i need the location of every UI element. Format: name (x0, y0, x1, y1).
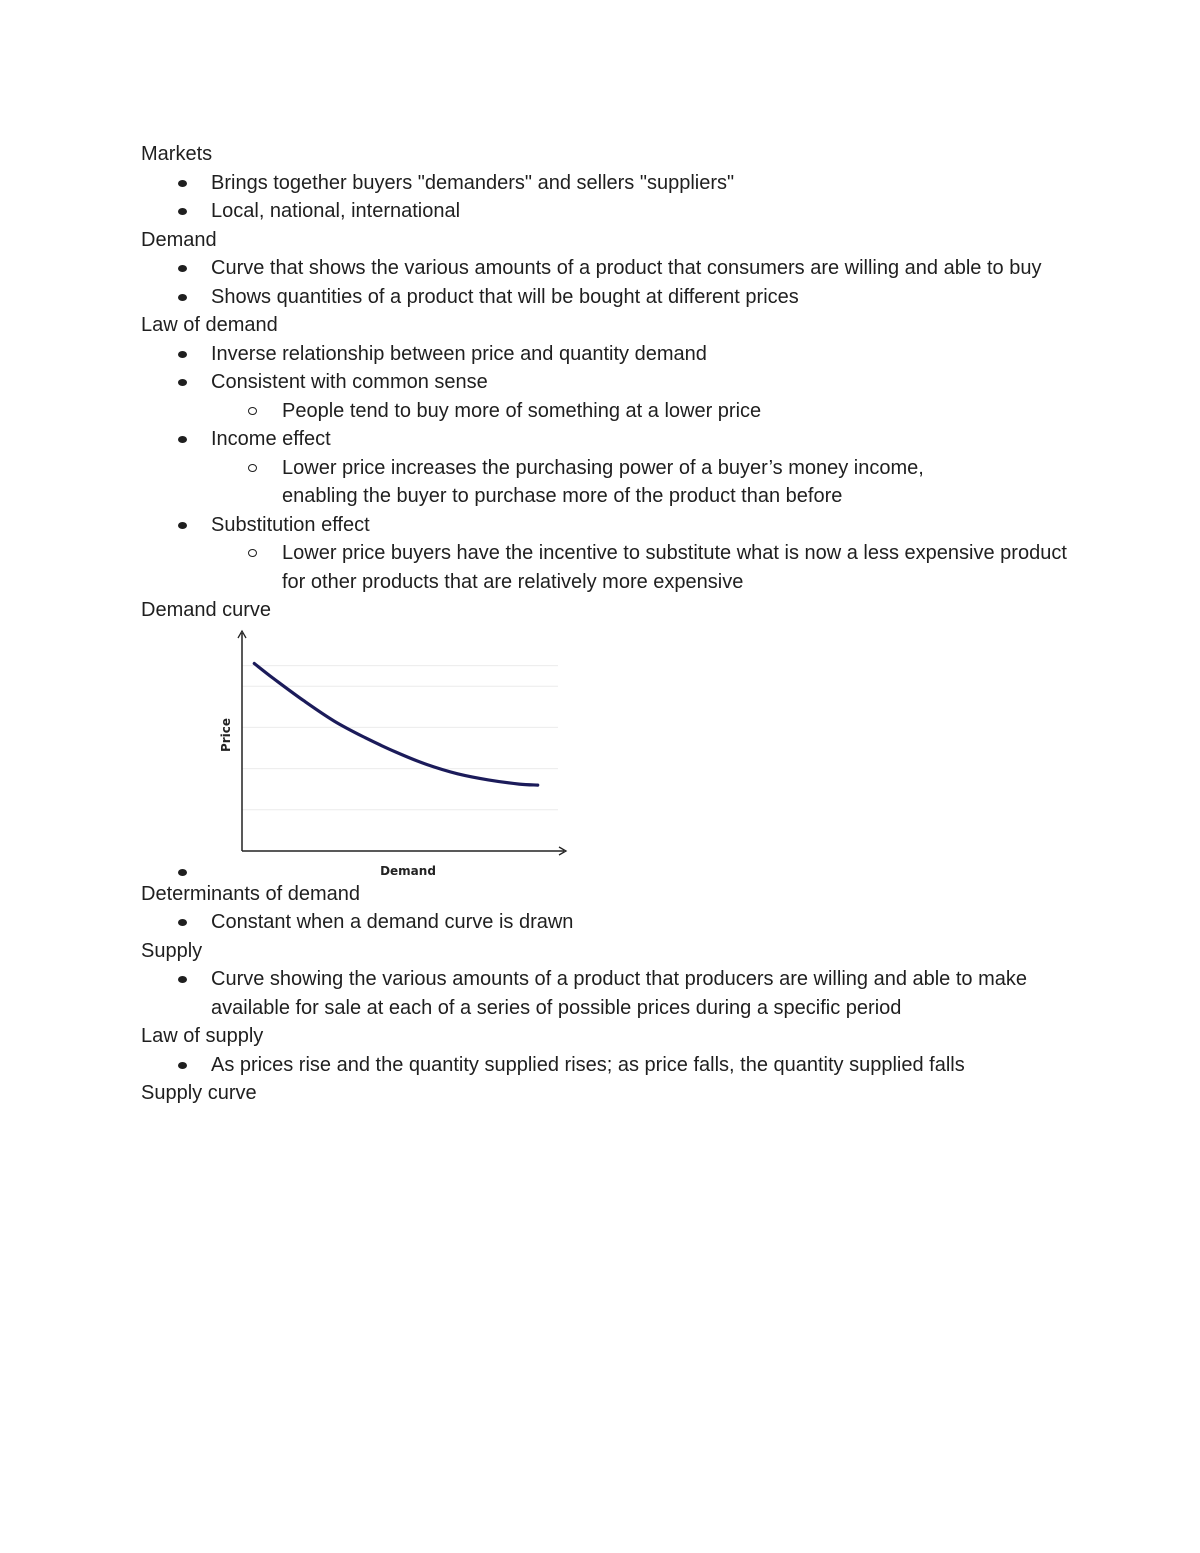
bullet-icon (178, 436, 187, 443)
list-item: Constant when a demand curve is drawn (141, 908, 1081, 937)
document-page (141, 140, 1081, 1108)
list-item: Curve showing the various amounts of a product that producers are willing and able to make available for sale at each of a series of possible prices during a specific period (141, 965, 1081, 1022)
list-item: Consistent with common sense (141, 368, 1081, 397)
heading-demand-curve: Demand curve (141, 599, 272, 621)
list-item: Income effect (141, 425, 1081, 454)
chart-list-item (141, 625, 1081, 880)
hollow-bullet-icon (248, 464, 257, 472)
bullet-icon (178, 869, 187, 876)
heading-supply: Supply (141, 939, 203, 962)
bullet-icon (178, 351, 187, 358)
sub-list-item: Lower price increases the purchasing power of a buyer’s money income, enabling the buyer to purchase more of the product than before (141, 454, 1081, 511)
hollow-bullet-icon (248, 549, 257, 557)
bullet-icon (178, 294, 187, 301)
sub-list-item: Lower price buyers have the incentive to substitute what is now a less expensive product for other products that are relatively more expensive (141, 539, 1081, 596)
sub-list-item: People tend to buy more of something at a lower price (141, 397, 1081, 426)
demand-series-line (254, 663, 537, 785)
y-axis-label: Price (219, 717, 233, 752)
hollow-bullet-icon (248, 407, 257, 415)
bullet-icon (178, 208, 187, 215)
bullet-icon (178, 976, 187, 983)
heading-determinants-of-demand: Determinants of demand (141, 882, 361, 905)
bullet-icon (178, 1062, 187, 1069)
bullet-icon (178, 180, 187, 187)
list-item: As prices rise and the quantity supplied rises; as price falls, the quantity supplied falls (141, 1051, 1081, 1080)
heading-supply-curve: Supply curve (141, 1082, 257, 1104)
bullet-icon (178, 522, 187, 529)
list-item: Inverse relationship between price and quantity demand (141, 340, 1081, 369)
list-item: Brings together buyers "demanders" and sellers "suppliers" (141, 169, 1081, 198)
bullet-icon (178, 919, 187, 926)
chart-grid (242, 665, 558, 809)
x-axis-label: Demand (380, 863, 436, 878)
heading-demand: Demand (141, 228, 217, 251)
demand-curve-chart (215, 625, 575, 880)
list-item: Curve that shows the various amounts of a product that consumers are willing and able to buy (141, 254, 1081, 283)
list-item: Shows quantities of a product that will be bought at different prices (141, 283, 1081, 312)
list-item: Substitution effect (141, 511, 1081, 540)
list-item: Local, national, international (141, 197, 1081, 226)
bullet-icon (178, 265, 187, 272)
heading-markets: Markets (141, 143, 213, 165)
heading-law-of-demand: Law of demand (141, 314, 278, 336)
heading-law-of-supply: Law of supply (141, 1025, 264, 1047)
bullet-icon (178, 379, 187, 386)
